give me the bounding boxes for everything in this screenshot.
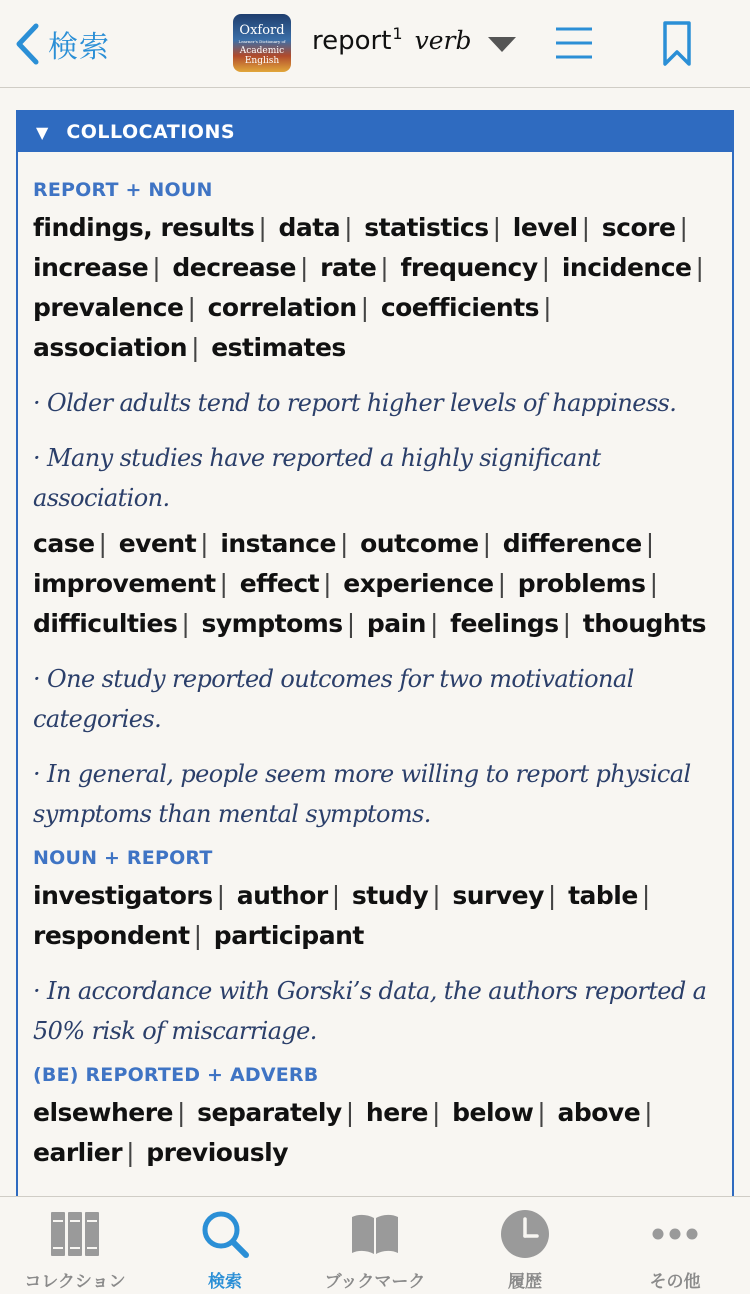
tab-label: コレクション	[24, 1272, 126, 1292]
tab-label: その他	[649, 1272, 701, 1292]
collocate-word: coefficients	[380, 293, 540, 322]
oxford-dictionary-logo	[233, 14, 291, 72]
collocation-list	[33, 208, 722, 368]
separator: |	[543, 293, 551, 322]
separator: |	[581, 213, 590, 242]
collocate-word: earlier	[33, 1138, 123, 1167]
collocate-word: correlation	[207, 293, 357, 322]
collocate-word: below	[452, 1098, 534, 1127]
books-icon	[50, 1209, 100, 1259]
separator: |	[431, 1098, 440, 1127]
collocate-word: improvement	[33, 569, 216, 598]
separator: |	[537, 1098, 546, 1127]
part-of-speech: verb	[414, 26, 472, 55]
more-dots-icon	[650, 1209, 700, 1259]
tab-label: 検索	[208, 1272, 242, 1292]
separator: |	[432, 881, 441, 910]
hamburger-menu-icon[interactable]	[555, 26, 593, 60]
separator: |	[644, 1098, 653, 1127]
collocate-word: data	[278, 213, 341, 242]
collocation-subheading: (BE) REPORTED + ADVERB	[33, 1064, 319, 1086]
tab-bar	[0, 1196, 750, 1294]
open-book-icon	[350, 1209, 400, 1259]
separator: |	[300, 253, 308, 282]
clock-icon	[500, 1209, 550, 1259]
example-sentence: · Older adults tend to report higher levels of happiness.	[33, 389, 677, 417]
collocate-word: symptoms	[201, 609, 343, 638]
collocation-list	[33, 1093, 722, 1173]
collocation-subheading: NOUN + REPORT	[33, 847, 213, 869]
collocate-word: rate	[320, 253, 377, 282]
collocate-word: decrease	[172, 253, 297, 282]
collocation-list	[33, 524, 722, 644]
collocate-word: level	[512, 213, 578, 242]
collocate-word: difference	[502, 529, 642, 558]
collocate-word: increase	[33, 253, 149, 282]
separator: |	[497, 569, 506, 598]
collocate-word: estimates	[211, 333, 346, 362]
separator: |	[641, 881, 650, 910]
separator: |	[177, 1098, 185, 1127]
collocate-word: case	[33, 529, 95, 558]
separator: |	[258, 213, 267, 242]
separator: |	[645, 529, 654, 558]
collocations-header[interactable]	[18, 112, 732, 152]
separator: |	[331, 881, 340, 910]
dropdown-arrow-icon[interactable]	[488, 37, 516, 52]
headword-selector[interactable]	[312, 26, 471, 64]
separator: |	[323, 569, 332, 598]
collocate-word: frequency	[400, 253, 538, 282]
collocate-word: statistics	[364, 213, 489, 242]
collocate-word: incidence	[561, 253, 692, 282]
example-sentence: · One study reported outcomes for two motivational categories.	[33, 665, 634, 733]
homograph-number: 1	[392, 24, 403, 43]
collocations-body	[18, 152, 732, 1173]
collocate-word: effect	[239, 569, 320, 598]
separator: |	[344, 213, 353, 242]
collocate-word: instance	[220, 529, 336, 558]
back-button[interactable]	[14, 20, 110, 68]
collocate-word: pain	[366, 609, 426, 638]
collocate-word: study	[351, 881, 429, 910]
collocate-word: participant	[213, 921, 364, 950]
separator: |	[695, 253, 704, 282]
separator: |	[191, 333, 199, 362]
tab-more[interactable]	[600, 1197, 750, 1294]
navigation-bar	[0, 0, 750, 88]
separator: |	[187, 293, 196, 322]
separator: |	[346, 609, 355, 638]
separator: |	[98, 529, 107, 558]
tab-bookmark[interactable]	[300, 1197, 450, 1294]
collocate-word: survey	[452, 881, 544, 910]
logo-oxford-text: Oxford	[239, 23, 285, 38]
collocate-word: previously	[146, 1138, 288, 1167]
collapse-triangle-icon: ▼	[36, 122, 49, 142]
example-sentence: · In general, people seem more willing to report physical symptoms than mental symptoms.	[33, 760, 691, 828]
separator: |	[649, 569, 658, 598]
separator: |	[547, 881, 556, 910]
collocate-word: author	[236, 881, 328, 910]
example-sentence: · Many studies have reported a highly significant association.	[33, 444, 601, 512]
separator: |	[360, 293, 369, 322]
separator: |	[679, 213, 688, 242]
tab-search[interactable]	[150, 1197, 300, 1294]
collocate-word: thoughts	[582, 609, 707, 638]
tab-history[interactable]	[450, 1197, 600, 1294]
collocation-subheading: REPORT + NOUN	[33, 179, 213, 201]
separator: |	[200, 529, 209, 558]
tab-label: ブックマーク	[324, 1272, 426, 1292]
separator: |	[339, 529, 348, 558]
collocate-word: outcome	[360, 529, 479, 558]
collocate-word: separately	[197, 1098, 342, 1127]
collocate-word: above	[557, 1098, 641, 1127]
tab-label: 履歴	[508, 1272, 542, 1292]
logo-subtitle-text: Learner's Dictionary of	[238, 39, 286, 44]
collocate-word: investigators	[33, 881, 213, 910]
collocate-word: here	[365, 1098, 428, 1127]
separator: |	[216, 881, 225, 910]
search-icon	[200, 1209, 250, 1259]
collocate-word: feelings	[450, 609, 559, 638]
separator: |	[345, 1098, 354, 1127]
collocation-list	[33, 876, 722, 956]
collocate-word: score	[601, 213, 676, 242]
separator: |	[429, 609, 438, 638]
collocate-word: elsewhere	[33, 1098, 173, 1127]
separator: |	[482, 529, 491, 558]
bookmark-icon[interactable]	[662, 20, 692, 68]
chevron-left-icon	[14, 22, 40, 66]
collocate-word: event	[118, 529, 197, 558]
collocations-panel	[16, 110, 734, 1210]
collocate-word: experience	[343, 569, 494, 598]
collocate-word: findings, results	[33, 213, 255, 242]
separator: |	[492, 213, 501, 242]
separator: |	[126, 1138, 135, 1167]
logo-academic-text: Academic English	[239, 46, 285, 66]
example-sentence: · In accordance with Gorski’s data, the authors reported a 50% risk of miscarriage.	[33, 977, 707, 1045]
collocate-word: difficulties	[33, 609, 178, 638]
collocate-word: problems	[517, 569, 646, 598]
separator: |	[181, 609, 190, 638]
back-label: 検索	[48, 30, 110, 65]
headword: report	[312, 26, 392, 56]
separator: |	[152, 253, 161, 282]
separator: |	[562, 609, 571, 638]
separator: |	[541, 253, 550, 282]
separator: |	[380, 253, 389, 282]
collocate-word: respondent	[33, 921, 190, 950]
tab-collection[interactable]	[0, 1197, 150, 1294]
collocate-word: prevalence	[33, 293, 184, 322]
separator: |	[219, 569, 228, 598]
collocate-word: association	[33, 333, 188, 362]
collocate-word: table	[568, 881, 638, 910]
collocations-title: COLLOCATIONS	[66, 121, 236, 143]
separator: |	[193, 921, 202, 950]
